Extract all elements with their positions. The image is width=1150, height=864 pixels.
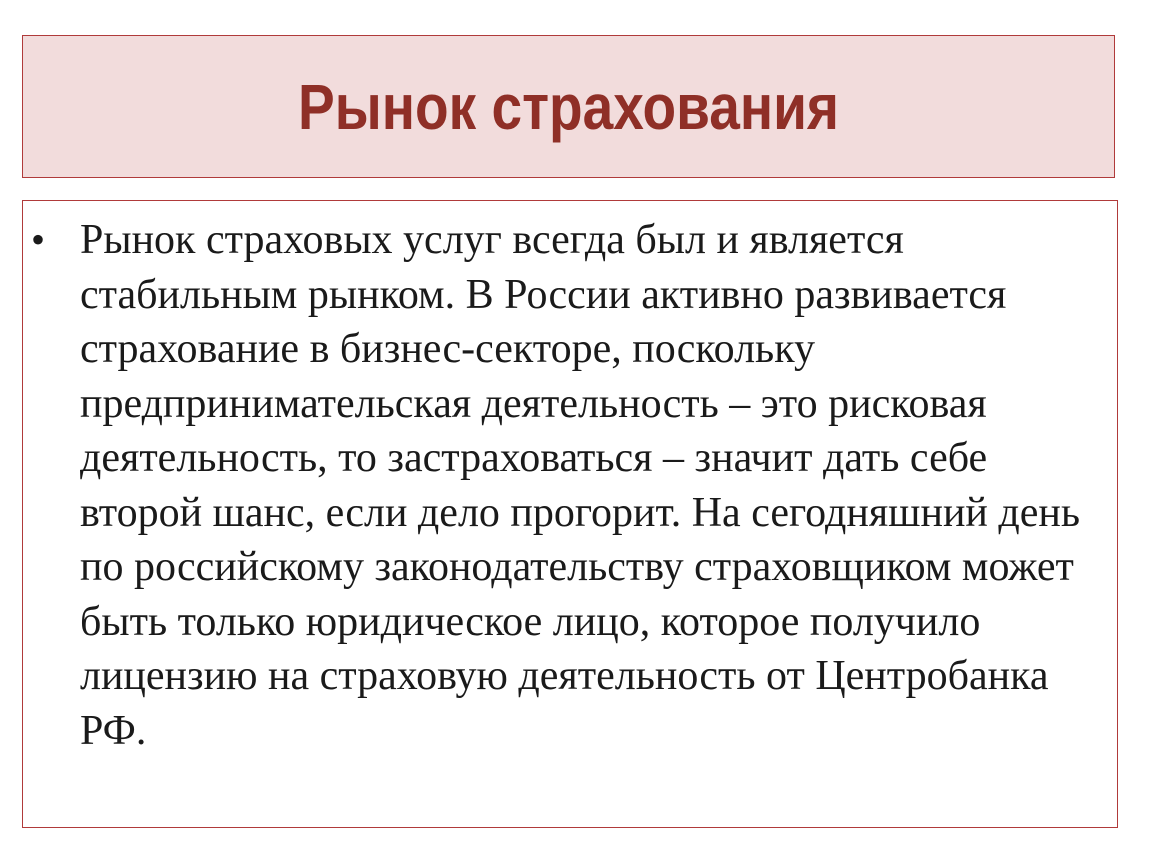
bullet-list: [23, 213, 1123, 758]
slide-title: Рынок страхования: [298, 70, 839, 143]
content-placeholder: [22, 200, 1118, 828]
bullet-marker: •: [31, 217, 46, 262]
title-placeholder: [22, 35, 1115, 178]
bullet-text: Рынок страховых услуг всегда был и является стабильным рынком. В России активно развивается страхование в бизнес-секторе, поскольку предпринимательская деятельность – это рисковая деятельность, то застраховаться – значит дать себе второй шанс, если дело прогорит. На сегодняшний день по российскому законодательству страховщиком может быть только юридическое лицо, которое получило лицензию на страховую деятельность от Центробанка РФ.: [80, 217, 1081, 754]
bullet-item: [23, 213, 1123, 758]
